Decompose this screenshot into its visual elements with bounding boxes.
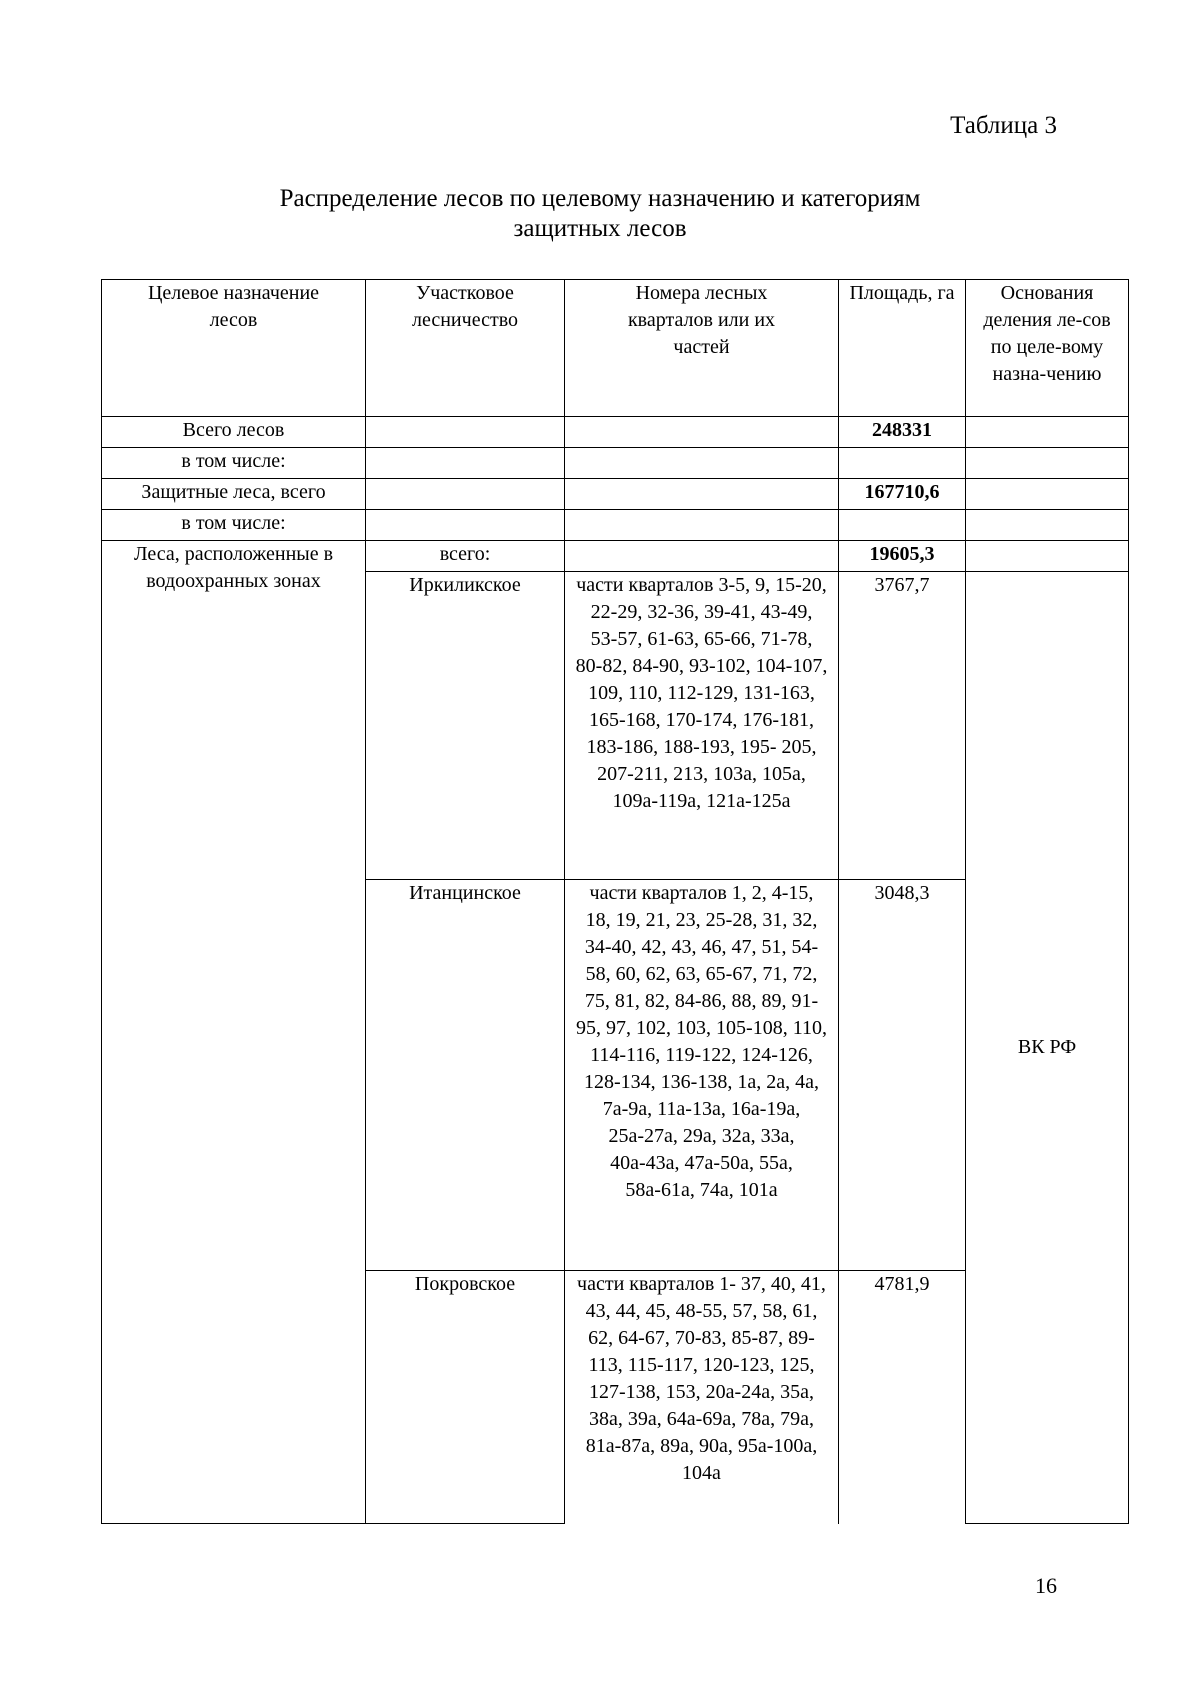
district-area: 4781,9 (839, 1271, 966, 1524)
forest-distribution-table (101, 279, 1129, 1524)
table-row-total (102, 417, 1129, 448)
table-label: Таблица 3 (950, 112, 1057, 139)
table-title-line-1: Распределение лесов по целевому назначению и категориям (279, 185, 921, 212)
row-protective-label: Защитные леса, всего (102, 479, 366, 510)
row-including-1-label: в том числе: (102, 448, 366, 479)
row-total-quarters (565, 417, 839, 448)
page-number: 16 (1035, 1573, 1057, 1598)
district-quarters: части кварталов 3-5, 9, 15-20, 22-29, 32-36, 39-41, 43-49, 53-57, 61-63, 65-66, 71-78, 80-82, 84-90, 93-102, 104-107, 109, 110, 112-129, 131-163, 165-168, 170-174, 176-181, 183-186, 188-193, 195- 205, 207-211, 213, 103а, 105а, 109а-119а, 121а-125а (565, 572, 839, 880)
row-protective-area: 167710,6 (839, 479, 966, 510)
table-row-water-subtotal (102, 541, 1129, 572)
empty-cell (565, 510, 839, 541)
empty-cell (565, 448, 839, 479)
row-water-subtotal-area: 19605,3 (839, 541, 966, 572)
header-area: Площадь, га (839, 280, 966, 417)
table-header-row (102, 280, 1129, 417)
header-purpose: Целевое назначение лесов (102, 280, 366, 417)
header-basis: Основания деления ле-сов по целе-вому назна-чению (966, 280, 1129, 417)
row-total-district (366, 417, 565, 448)
row-total-basis (966, 417, 1129, 448)
table-title-line-2: защитных лесов (513, 215, 687, 242)
row-water-label: Леса, расположенные в водоохранных зонах (102, 541, 366, 1524)
empty-cell (966, 479, 1129, 510)
empty-cell (966, 448, 1129, 479)
district-quarters: части кварталов 1- 37, 40, 41, 43, 44, 45, 48-55, 57, 58, 61, 62, 64-67, 70-83, 85-87, 89-113, 115-117, 120-123, 125, 127-138, 153, 20а-24а, 35а, 38а, 39а, 64а-69а, 78а, 79а, 81а-87а, 89а, 90а, 95а-100а, 104а (565, 1271, 839, 1524)
table-row-including-2 (102, 510, 1129, 541)
district-quarters: части кварталов 1, 2, 4-15, 18, 19, 21, 23, 25-28, 31, 32, 34-40, 42, 43, 46, 47, 51, 54-58, 60, 62, 63, 65-67, 71, 72, 75, 81, 82, 84-86, 88, 89, 91-95, 97, 102, 103, 105-108, 110, 114-116, 119-122, 124-126, 128-134, 136-138, 1а, 2а, 4а, 7а-9а, 11а-13а, 16а-19а, 25а-27а, 29а, 32а, 33а, 40а-43а, 47а-50а, 55а, 58а-61а, 74а, 101а (565, 880, 839, 1271)
row-water-basis: ВК РФ (966, 572, 1129, 1524)
empty-cell (366, 448, 565, 479)
table-row-protective (102, 479, 1129, 510)
empty-cell (366, 510, 565, 541)
row-including-2-label: в том числе: (102, 510, 366, 541)
row-water-subtotal-label: всего: (366, 541, 565, 572)
empty-cell (966, 541, 1129, 572)
row-total-area: 248331 (839, 417, 966, 448)
empty-cell (839, 510, 966, 541)
header-quarters: Номера лесных кварталов или их частей (565, 280, 839, 417)
empty-cell (565, 479, 839, 510)
header-district: Участковое лесничество (366, 280, 565, 417)
district-name: Итанцинское (366, 880, 565, 1271)
empty-cell (366, 479, 565, 510)
district-name: Иркиликское (366, 572, 565, 880)
district-area: 3048,3 (839, 880, 966, 1271)
table-title (150, 184, 1050, 244)
district-name: Покровское (366, 1271, 565, 1524)
table-row-including-1 (102, 448, 1129, 479)
district-area: 3767,7 (839, 572, 966, 880)
empty-cell (565, 541, 839, 572)
empty-cell (839, 448, 966, 479)
row-total-label: Всего лесов (102, 417, 366, 448)
empty-cell (966, 510, 1129, 541)
